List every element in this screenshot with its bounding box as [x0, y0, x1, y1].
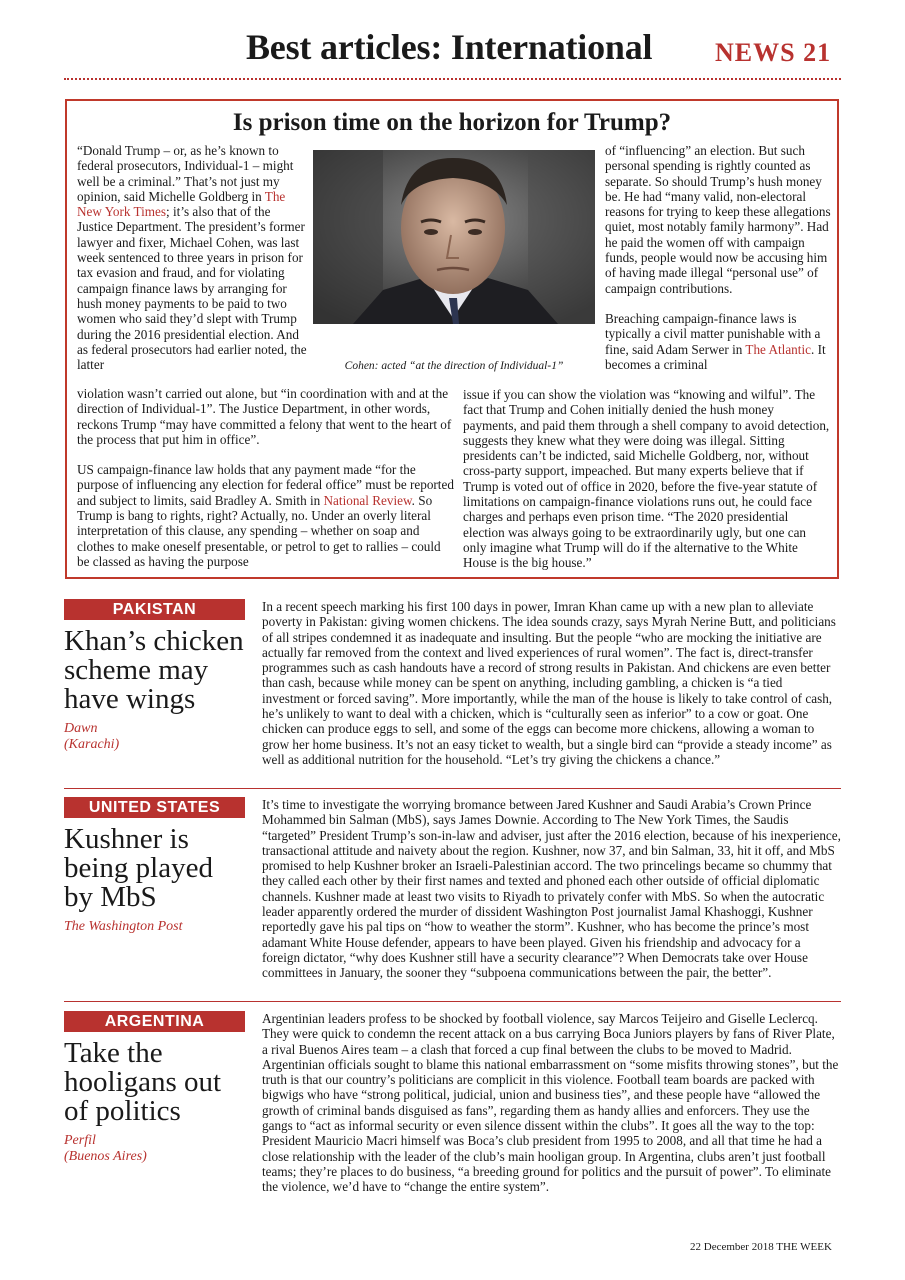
photo-caption: Cohen: acted “at the direction of Individual-1” [344, 360, 564, 372]
text-run: . So Trump is bang to rights, right? Actually, no. Under an overly literal interpretation of this clause, any spending – whether on soap and clothes to make oneself presentable, or petrol to get to rallies – could be classed as having the purpose [77, 492, 441, 569]
text-run: . It becomes a criminal [605, 341, 826, 372]
article-body: In a recent speech marking his first 100 days in power, Imran Khan came up with a new plan to alleviate poverty in Pakistan: giving women chickens. The idea sounds crazy, says Myrah Nerine Butt, and politicians of all stripes condemned it as inadequate and insulting. But the people “who are mocking the initiative are actually far removed from the context and lived experiences of rural women”. The fact is, direct-transfer programmes such as cash handouts have a record of strong results in Pakistan. And chickens are even better than cash, because while money can be spent on anything, including gambling, a chicken is “a tied investment or forced saving”. More importantly, while the man of the house is likely to take control of cash, he’s unlikely to want to deal with a chicken, which is “culturally seen as inferior” to a cow or goat. One chicken can produce eggs to sell, and some of the eggs can become more chickens, allowing a woman to grow her home business. It’s not an easy ticket to wealth, but a single bird can “provide a steady income” as well as additional nutrition for the household. “Let’s try giving the chickens a chance.” [262, 599, 836, 767]
feature-box [65, 99, 839, 579]
section-divider [64, 788, 841, 789]
feature-column-1 [77, 143, 309, 387]
text-run: “Donald Trump – or, as he’s known to federal prosecutors, Individual-1 – might well be a criminal.” That’s not just my opinion, said Michelle Goldberg in [77, 143, 294, 204]
article-headline: Kushner is being played by MbS [64, 823, 213, 913]
feature-column-2-lower [463, 387, 831, 586]
text-run: Breaching campaign-finance laws is typically a civil matter punishable with a fine, said Adam Serwer in [605, 310, 821, 357]
text-run: ; it’s also that of the Justice Department. The president’s former lawyer and fixer, Michael Cohen, was last week sentenced to three years in prison for tax evasion and fraud, and for violating campaign finance laws by arranging for hush money payments to be paid to two women who said they’d slept with Trump during the 2016 presidential election. And as federal prosecutors had earlier noted, the latter [77, 204, 307, 373]
section-label [715, 38, 831, 68]
paragraph: of “influencing” an election. But such personal spending is rightly counted as separate. So should Trump’s hush money be. He had “many valid, non-electoral reasons for trying to keep these allegations quiet, most notably family harmony”. Had he paid the women off with campaign funds, people would now be accusing him of having made illegal “personal use” of campaign contributions. [605, 143, 831, 296]
page-number: 21 [803, 38, 832, 67]
article-body: Argentinian leaders profess to be shocked by football violence, say Marcos Teijeiro and Giselle Leclercq. They were quick to condemn the recent attack on a bus carrying Boca Juniors players by fans of River Plate, a rival Buenos Aires team – a clash that forced a cup final between the clubs to be moved to Madrid. Argentinian officials sought to blame this national embarrassment on “some misfits throwing stones”, but the truth is that our country’s politicians are complicit in this violence. Football team boards are packed with bigwigs who have “strong political, judicial, union and business ties”, and these people have “allowed the growth of criminal bands disguised as fans”, regarding them as handy allies and enforcers. They use the gangs to “act as informal security or even silence dissent within the clubs”. It goes all the way to the top: President Mauricio Macri himself was Boca’s club president from 1995 to 2008, and all that time he had a close relationship with the leader of the club’s main hooligan group. In Argentina, clubs aren’t just football teams; they’re places to do business, “a breeding ground for politics and the pursuit of power”. To eliminate the violence, we’d have to “change the entire system”. [262, 1011, 839, 1195]
source-link: National Review [323, 492, 412, 508]
article-body: It’s time to investigate the worrying bromance between Jared Kushner and Saudi Arabia’s Crown Prince Mohammed bin Salman (MbS), says James Downie. According to The New York Times, the Saudis “targeted” President Trump’s son-in-law and adviser, just after the 2016 election, because of his inexperience, transactional attitude and naivety about the region. Kushner, now 37, and bin Salman, 33, hit it off, and MbS promised to help Kushner broker an Israeli-Palestinian accord. The two princelings became so chummy that they called each other by their first names and texted and phoned each other outside of official diplomatic channels. Kushner made at least two visits to Riyadh to privately confer with MbS. So when the autocratic leader apparently ordered the murder of dissident Washington Post journalist Jamal Khashoggi, Kushner reportedly gave his pal tips on “how to weather the storm”. Kushner, who has become the prince’s most adamant White House defender, appears to have been played. Given his friendship and advocacy for a foreign dictator, “why does Kushner still have a security clearance”? When Democrats take over House committees in January, the sooner they “subpoena communications between the pair, the better”. [262, 797, 841, 981]
article-source: Perfil (Buenos Aires) [64, 1133, 147, 1164]
paragraph: issue if you can show the violation was “knowing and wilful”. The fact that Trump and Cohen initially denied the hush money payments, and paid them through a shell company to avoid detection, suggests they knew what they were doing was illegal. Sitting presidents can’t be indicted, said Michelle Goldberg, nor, without cross-party support, impeached. But many experts believe that if Trump is voted out of office in 2020, before the five-year statute of limitations on campaign-finance violations runs out, he could face charges and perhaps even prison time. “The 2020 presidential election was always going to be extraordinarily ugly, but one can only imagine what Trump will do if the alternative to the White House is the big house.” [463, 387, 830, 571]
article-source: Dawn (Karachi) [64, 721, 120, 752]
country-label: UNITED STATES [64, 797, 245, 818]
header-rule [64, 78, 841, 80]
country-label: ARGENTINA [64, 1011, 245, 1032]
text-run: US campaign-finance law holds that any payment made “for the purpose of influencing any election for federal office” must be reported and subject to limits, said Bradley A. Smith in [77, 462, 454, 508]
article-headline: Khan’s chicken scheme may have wings [64, 625, 244, 715]
country-label: PAKISTAN [64, 599, 245, 620]
page-footer: 22 December 2018 THE WEEK [690, 1241, 832, 1253]
article-pakistan [64, 599, 841, 784]
article-argentina [64, 1011, 841, 1211]
article-headline: Take the hooligans out of politics [64, 1037, 222, 1127]
paragraph: violation wasn’t carried out alone, but “in coordination with and at the direction of Individual-1”. The Justice Department, in other words, reckons Trump “may have committed a felony that went to the heart of the process that put him in office”. [77, 386, 452, 447]
cohen-photo [313, 150, 595, 324]
source-link: The Atlantic [745, 341, 811, 357]
source-link: The New York Times [77, 188, 286, 220]
article-source: The Washington Post [64, 919, 183, 934]
portrait-image [313, 150, 595, 324]
page-title: Best articles: International [246, 27, 653, 67]
feature-column-3 [605, 143, 831, 387]
section-name: NEWS [715, 38, 796, 67]
section-divider [64, 1001, 841, 1002]
article-united-states [64, 797, 841, 992]
feature-headline: Is prison time on the horizon for Trump? [232, 109, 672, 136]
feature-column-1-lower [77, 386, 455, 584]
